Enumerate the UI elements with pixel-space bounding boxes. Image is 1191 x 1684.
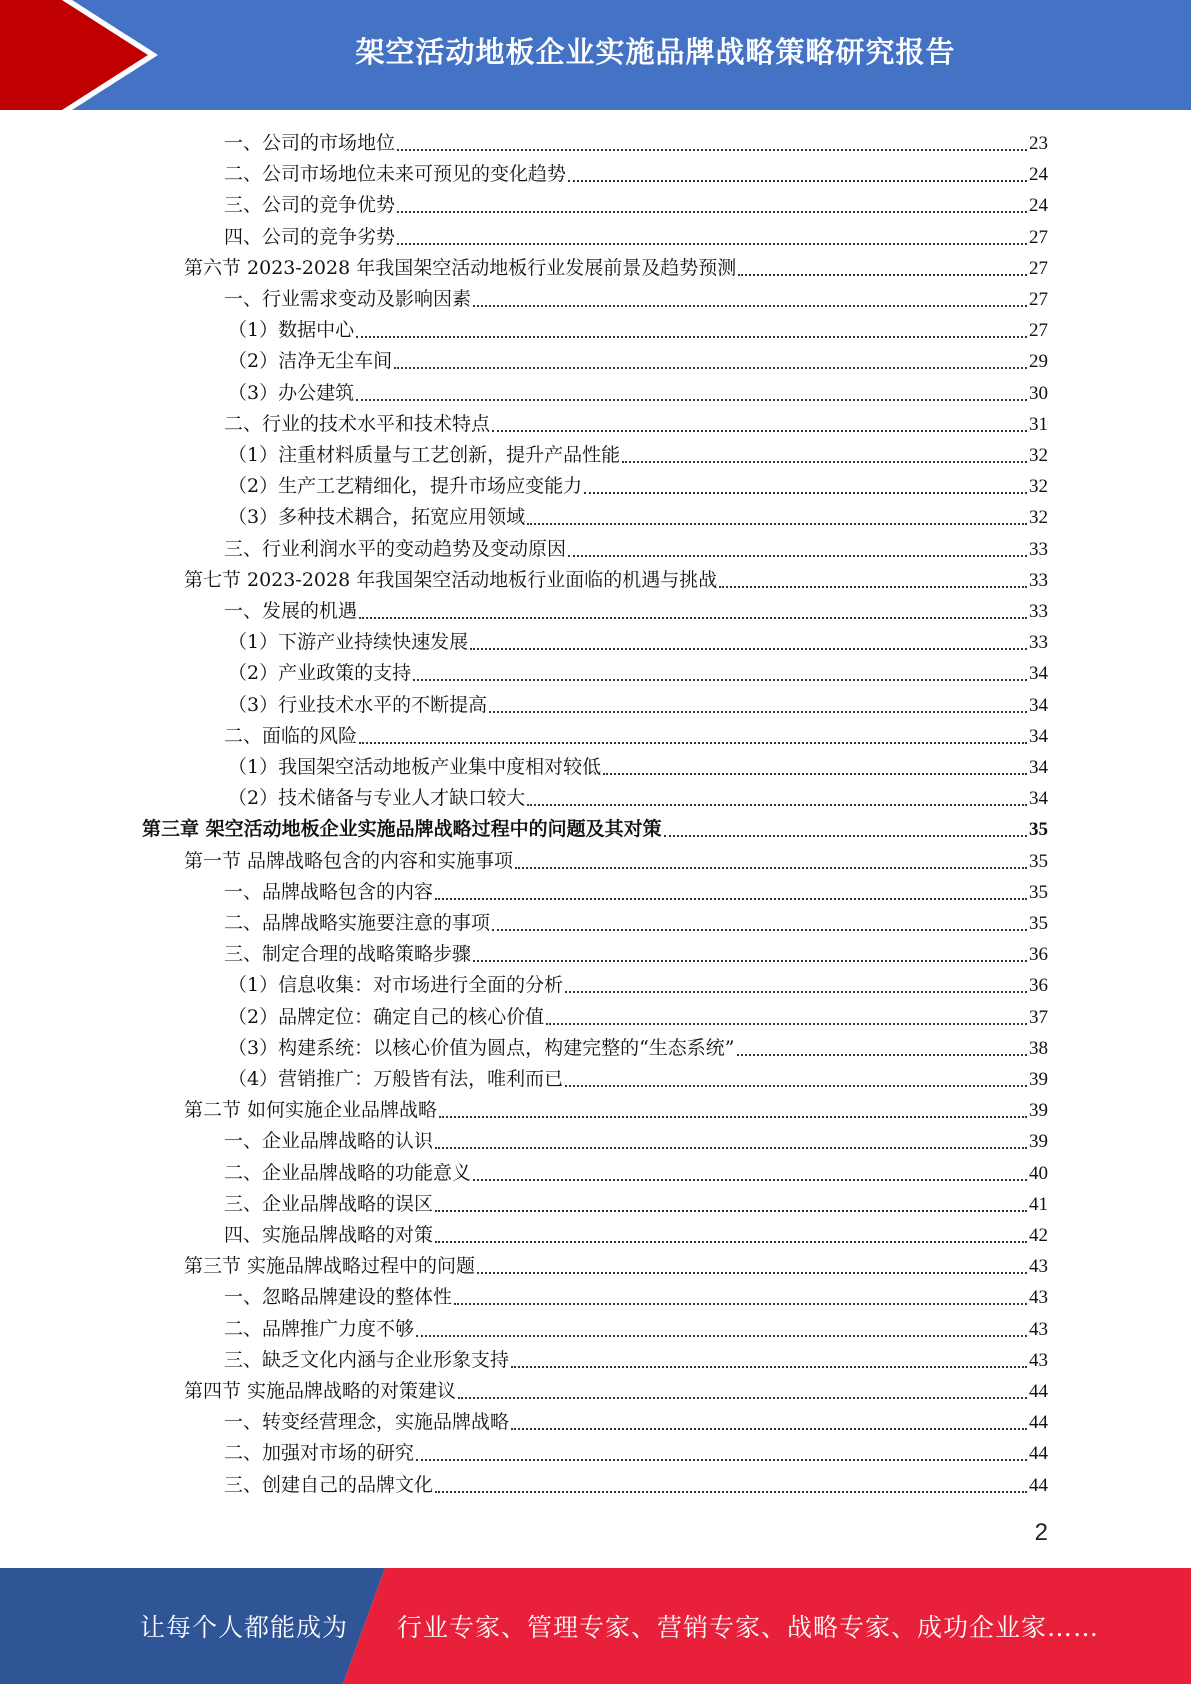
toc-entry[interactable]: [142, 814, 1048, 845]
toc-entry-page: 23: [1029, 133, 1048, 154]
toc-entry-title: 一、忽略品牌建设的整体性: [224, 1286, 453, 1309]
toc-entry[interactable]: [224, 1282, 1048, 1313]
toc-entry-title: 三、公司的竞争优势: [224, 194, 396, 217]
toc-leader-dots: [454, 1303, 1027, 1305]
toc-leader-dots: [416, 1459, 1027, 1461]
toc-entry-page: 33: [1029, 538, 1048, 560]
toc-entry-title: （1）信息收集：对市场进行全面的分析: [228, 974, 564, 997]
toc-entry-title: 一、转变经营理念，实施品牌战略: [224, 1411, 510, 1434]
toc-leader-dots: [413, 679, 1027, 681]
toc-entry[interactable]: [224, 128, 1048, 159]
toc-entry-title: （3）多种技术耦合，拓宽应用领域: [228, 506, 526, 529]
toc-entry[interactable]: [228, 752, 1048, 783]
toc-entry[interactable]: [224, 1470, 1048, 1501]
page-footer: [0, 1568, 1191, 1684]
toc-entry[interactable]: [224, 159, 1048, 190]
toc-leader-dots: [527, 523, 1027, 525]
toc-entry[interactable]: [228, 1033, 1048, 1064]
toc-entry-title: 二、品牌战略实施要注意的事项: [224, 912, 491, 934]
toc-entry[interactable]: [224, 409, 1048, 440]
toc-entry[interactable]: [228, 440, 1048, 471]
toc-entry-page: 44: [1029, 1381, 1048, 1402]
toc-entry-title: （1）注重材料质量与工艺创新，提升产品性能: [228, 444, 621, 466]
toc-leader-dots: [473, 1179, 1027, 1181]
toc-entry-title: （2）生产工艺精细化，提升市场应变能力: [228, 475, 583, 498]
toc-leader-dots: [622, 461, 1027, 463]
toc-entry-title: 三、企业品牌战略的误区: [224, 1192, 434, 1215]
toc-entry[interactable]: [224, 284, 1048, 315]
toc-entry-page: 42: [1029, 1225, 1048, 1246]
toc-entry-title: 一、品牌战略包含的内容: [224, 880, 434, 903]
toc-entry-page: 27: [1029, 320, 1048, 342]
toc-entry[interactable]: [228, 346, 1048, 377]
toc-leader-dots: [356, 336, 1027, 338]
toc-entry[interactable]: [224, 596, 1048, 627]
toc-entry-page: 32: [1029, 476, 1048, 498]
toc-entry-page: 36: [1029, 944, 1048, 966]
toc-entry-page: 33: [1029, 569, 1048, 591]
toc-entry-page: 44: [1029, 1474, 1048, 1496]
toc-entry[interactable]: [184, 1251, 1048, 1282]
toc-leader-dots: [435, 1491, 1027, 1493]
toc-entry-title: 二、公司市场地位未来可预见的变化趋势: [224, 163, 567, 186]
toc-entry-page: 37: [1029, 1006, 1048, 1028]
toc-leader-dots: [394, 367, 1027, 369]
toc-entry-page: 40: [1029, 1162, 1048, 1184]
toc-leader-dots: [565, 991, 1027, 993]
toc-leader-dots: [359, 742, 1027, 744]
toc-entry-title: 二、企业品牌战略的功能意义: [224, 1161, 472, 1184]
toc-entry-title: 三、制定合理的战略策略步骤: [224, 943, 472, 966]
toc-entry[interactable]: [184, 253, 1048, 284]
document-title: 架空活动地板企业实施品牌战略策略研究报告: [355, 34, 956, 69]
toc-entry[interactable]: [184, 1376, 1048, 1407]
toc-entry-page: 34: [1029, 788, 1048, 810]
toc-leader-dots: [738, 274, 1027, 276]
toc-leader-dots: [435, 1241, 1027, 1243]
toc-leader-dots: [359, 617, 1027, 619]
page-number: 2: [1034, 1519, 1048, 1546]
toc-entry[interactable]: [228, 315, 1048, 346]
toc-leader-dots: [473, 305, 1027, 307]
toc-entry-page: 27: [1029, 226, 1048, 248]
toc-entry[interactable]: [228, 1002, 1048, 1033]
toc-leader-dots: [397, 243, 1027, 245]
toc-entry[interactable]: [224, 1345, 1048, 1376]
toc-entry-title: 第二节 如何实施企业品牌战略: [184, 1099, 438, 1122]
toc-leader-dots: [435, 1147, 1027, 1149]
toc-entry[interactable]: [224, 877, 1048, 908]
toc-entry-page: 31: [1029, 413, 1048, 435]
footer-slogan-roles: 行业专家、管理专家、营销专家、战略专家、成功企业家……: [397, 1613, 1100, 1642]
toc-leader-dots: [719, 586, 1027, 588]
toc-leader-dots: [515, 867, 1027, 869]
toc-leader-dots: [568, 555, 1027, 557]
toc-entry[interactable]: [184, 565, 1048, 596]
toc-entry-page: 34: [1029, 757, 1048, 778]
toc-entry[interactable]: [228, 471, 1048, 502]
toc-leader-dots: [356, 399, 1027, 401]
toc-entry-page: 41: [1029, 1193, 1048, 1215]
toc-entry-title: （1）数据中心: [228, 319, 355, 342]
toc-entry[interactable]: [224, 721, 1048, 752]
toc-entry-title: （1）我国架空活动地板产业集中度相对较低: [228, 756, 602, 778]
toc-leader-dots: [397, 149, 1027, 151]
toc-entry-title: 第四节 实施品牌战略的对策建议: [184, 1380, 457, 1402]
toc-entry-title: 第六节 2023-2028 年我国架空活动地板行业发展前景及趋势预测: [184, 256, 737, 279]
toc-entry-title: 二、面临的风险: [224, 724, 358, 747]
page-header: [0, 0, 1191, 110]
toc-entry[interactable]: [228, 378, 1048, 409]
toc-entry-title: 第三章 架空活动地板企业实施品牌战略过程中的问题及其对策: [142, 818, 662, 841]
toc-entry-page: 34: [1029, 725, 1048, 747]
toc-entry-page: 27: [1029, 257, 1048, 279]
toc-leader-dots: [568, 180, 1027, 182]
toc-leader-dots: [470, 648, 1027, 650]
toc-entry-page: 29: [1029, 351, 1048, 373]
toc-entry-page: 43: [1029, 1349, 1048, 1371]
toc-entry-page: 39: [1029, 1131, 1048, 1153]
toc-entry-page: 32: [1029, 507, 1048, 529]
toc-entry[interactable]: [228, 783, 1048, 814]
toc-entry[interactable]: [228, 970, 1048, 1001]
toc-entry-page: 44: [1029, 1412, 1048, 1434]
toc-entry[interactable]: [224, 1314, 1048, 1345]
toc-entry-page: 34: [1029, 694, 1048, 716]
toc-entry-title: 二、加强对市场的研究: [224, 1442, 415, 1465]
toc-entry[interactable]: [224, 190, 1048, 221]
toc-leader-dots: [664, 835, 1027, 837]
toc-leader-dots: [473, 960, 1027, 962]
toc-entry[interactable]: [184, 1095, 1048, 1126]
toc-entry[interactable]: [224, 1220, 1048, 1251]
toc-entry-title: 二、品牌推广力度不够: [224, 1317, 415, 1340]
toc-leader-dots: [511, 1428, 1027, 1430]
toc-entry[interactable]: [224, 1407, 1048, 1438]
toc-leader-dots: [435, 1210, 1027, 1212]
toc-entry-page: 39: [1029, 1069, 1048, 1090]
toc-entry[interactable]: [224, 939, 1048, 970]
toc-entry-page: 35: [1029, 850, 1048, 872]
chevron-arrow-icon: [0, 0, 160, 110]
toc-entry-title: 第三节 实施品牌战略过程中的问题: [184, 1255, 476, 1278]
toc-entry-title: 四、实施品牌战略的对策: [224, 1224, 434, 1246]
toc-leader-dots: [546, 1023, 1027, 1025]
toc-entry[interactable]: [224, 1126, 1048, 1157]
toc-entry-title: 一、行业需求变动及影响因素: [224, 288, 472, 310]
toc-entry-title: 三、缺乏文化内涵与企业形象支持: [224, 1348, 510, 1371]
toc-leader-dots: [492, 430, 1027, 432]
toc-entry[interactable]: [228, 1064, 1048, 1095]
toc-entry-title: 三、创建自己的品牌文化: [224, 1473, 434, 1496]
toc-entry[interactable]: [228, 658, 1048, 689]
toc-leader-dots: [584, 492, 1027, 494]
toc-leader-dots: [397, 211, 1027, 213]
toc-leader-dots: [477, 1272, 1027, 1274]
toc-entry[interactable]: [184, 846, 1048, 877]
toc-entry-title: 第七节 2023-2028 年我国架空活动地板行业面临的机遇与挑战: [184, 568, 718, 591]
toc-entry-title: （2）洁净无尘车间: [228, 350, 393, 373]
toc-entry-page: 38: [1029, 1037, 1048, 1059]
toc-entry-title: 三、行业利润水平的变动趋势及变动原因: [224, 537, 567, 560]
toc-entry-title: （3）办公建筑: [228, 381, 355, 404]
toc-entry-page: 33: [1029, 601, 1048, 622]
toc-entry-title: （4）营销推广：万般皆有法，唯利而已: [228, 1068, 564, 1090]
toc-leader-dots: [416, 1335, 1027, 1337]
footer-slogan-lead: 让每个人都能成为: [140, 1613, 349, 1642]
toc-entry-page: 35: [1029, 913, 1048, 934]
toc-leader-dots: [435, 898, 1027, 900]
toc-entry-title: （3）构建系统：以核心价值为圆点，构建完整的“生态系统”: [228, 1036, 735, 1059]
toc-entry-title: 二、行业的技术水平和技术特点: [224, 412, 491, 435]
toc-entry-title: （2）技术储备与专业人才缺口较大: [228, 787, 526, 810]
toc-leader-dots: [489, 711, 1027, 713]
toc-entry-page: 43: [1029, 1318, 1048, 1340]
toc-entry[interactable]: [224, 1438, 1048, 1469]
toc-entry-page: 27: [1029, 289, 1048, 310]
toc-leader-dots: [492, 929, 1027, 931]
toc-entry-page: 35: [1029, 819, 1048, 841]
toc-entry-page: 24: [1029, 195, 1048, 217]
toc-entry[interactable]: [228, 502, 1048, 533]
toc-leader-dots: [565, 1085, 1027, 1087]
toc-entry[interactable]: [228, 627, 1048, 658]
toc-entry-title: 第一节 品牌战略包含的内容和实施事项: [184, 849, 514, 872]
toc-entry-title: 四、公司的竞争劣势: [224, 225, 396, 248]
toc-entry-page: 35: [1029, 881, 1048, 903]
toc-entry-title: （1）下游产业持续快速发展: [228, 631, 469, 654]
toc-entry[interactable]: [228, 690, 1048, 721]
toc-leader-dots: [737, 1054, 1027, 1056]
toc-entry-page: 32: [1029, 445, 1048, 466]
toc-entry-title: 一、发展的机遇: [224, 600, 358, 622]
toc-entry-page: 43: [1029, 1287, 1048, 1309]
toc-entry-page: 33: [1029, 632, 1048, 654]
toc-entry-title: （3）行业技术水平的不断提高: [228, 693, 488, 716]
toc-entry[interactable]: [224, 1189, 1048, 1220]
toc-entry-page: 43: [1029, 1256, 1048, 1278]
toc-entry[interactable]: [224, 908, 1048, 939]
toc-entry-page: 44: [1029, 1443, 1048, 1465]
toc-leader-dots: [458, 1397, 1027, 1399]
toc-leader-dots: [439, 1116, 1027, 1118]
toc-entry[interactable]: [224, 1158, 1048, 1189]
toc-entry-page: 36: [1029, 975, 1048, 997]
toc-entry-page: 39: [1029, 1100, 1048, 1122]
toc-leader-dots: [527, 804, 1027, 806]
toc-entry-page: 34: [1029, 663, 1048, 685]
toc-entry-title: 一、企业品牌战略的认识: [224, 1130, 434, 1153]
toc-leader-dots: [603, 773, 1027, 775]
toc-leader-dots: [511, 1366, 1027, 1368]
toc-entry-title: （2）品牌定位：确定自己的核心价值: [228, 1005, 545, 1028]
toc-entry[interactable]: [224, 534, 1048, 565]
toc-entry-page: 24: [1029, 164, 1048, 186]
toc-entry-title: 一、公司的市场地位: [224, 132, 396, 154]
toc-entry-title: （2）产业政策的支持: [228, 662, 412, 685]
toc-entry[interactable]: [224, 222, 1048, 253]
toc-entry-page: 30: [1029, 382, 1048, 404]
